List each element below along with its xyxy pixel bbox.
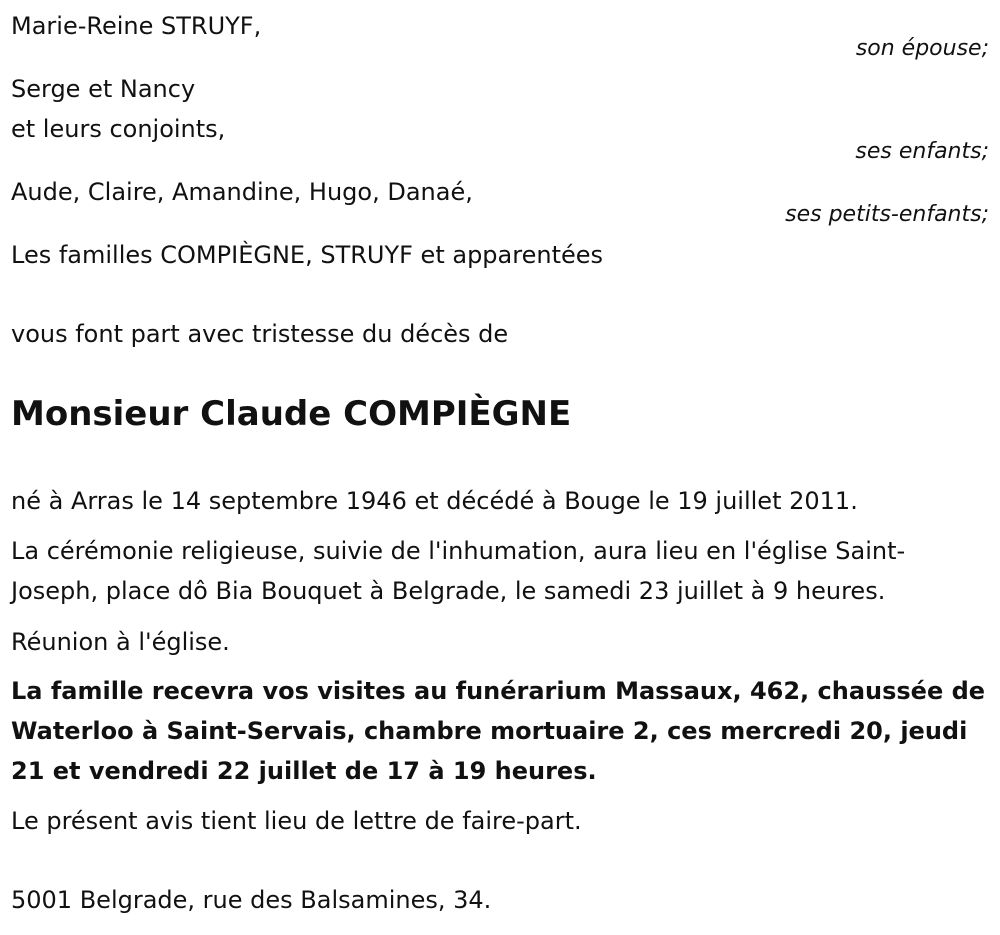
grandchildren-role: ses petits-enfants; xyxy=(785,202,989,227)
grandchildren-names: Aude, Claire, Amandine, Hugo, Danaé, xyxy=(11,178,473,206)
birth-death-line: né à Arras le 14 septembre 1946 et décédé à Bouge le 19 juillet 2011. xyxy=(11,487,858,515)
children-role: ses enfants; xyxy=(855,139,989,164)
notice-line: Le présent avis tient lieu de lettre de faire-part. xyxy=(11,807,582,835)
intro-line: vous font part avec tristesse du décès de xyxy=(11,320,509,348)
reunion-line: Réunion à l'église. xyxy=(11,628,230,656)
deceased-name: Monsieur Claude COMPIÈGNE xyxy=(11,394,572,434)
ceremony-paragraph: La cérémonie religieuse, suivie de l'inhumation, aura lieu en l'église Saint-Joseph, place dô Bia Bouquet à Belgrade, le samedi 23 juillet à 9 heures. xyxy=(11,537,906,605)
families-line: Les familles COMPIÈGNE, STRUYF et apparentées xyxy=(11,241,604,269)
spouse-name: Marie-Reine STRUYF, xyxy=(11,12,262,40)
visits-paragraph: La famille recevra vos visites au funérarium Massaux, 462, chaussée de Waterloo à Saint-Servais, chambre mortuaire 2, ces mercredi 20, jeudi 21 et vendredi 22 juillet de 17 à 19 heures. xyxy=(11,677,986,785)
children-spouses: et leurs conjoints, xyxy=(11,115,226,143)
address-line: 5001 Belgrade, rue des Balsamines, 34. xyxy=(11,886,492,914)
spouse-role: son épouse; xyxy=(855,36,989,61)
children-names: Serge et Nancy xyxy=(11,75,196,103)
